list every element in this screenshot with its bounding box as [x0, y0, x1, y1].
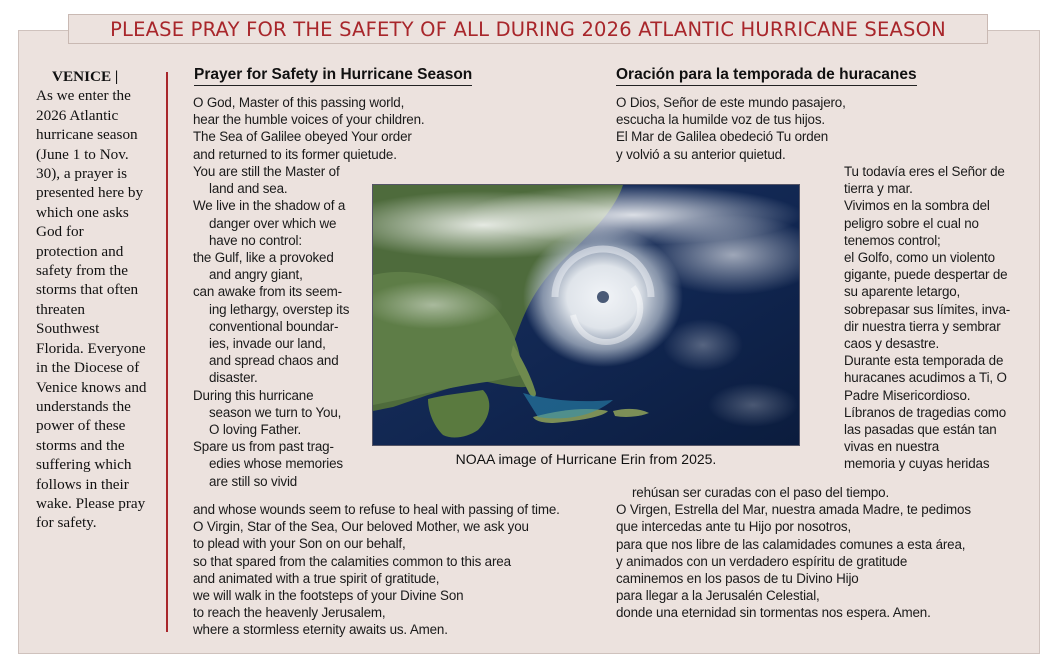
prayer-line: O Virgin, Star of the Sea, Our beloved Mother, we ask you — [193, 519, 529, 535]
prayer-line: y animados con un verdadero espíritu de gratitude — [616, 553, 908, 569]
headline-banner: PLEASE PRAY FOR THE SAFETY OF ALL DURING 2026 ATLANTIC HURRICANE SEASON — [68, 14, 988, 44]
prayer-line: huracanes acudimos a Ti, O — [844, 370, 1007, 386]
prayer-line: vivas en nuestra — [844, 439, 940, 455]
prayer-line: O God, Master of this passing world, — [193, 95, 405, 110]
prayer-line: Tu todavía eres el Señor de — [844, 164, 1005, 179]
english-prayer-middle — [193, 163, 349, 490]
prayer-line: and animated with a true spirit of gratitude, — [193, 570, 440, 586]
dateline: VENICE | — [52, 68, 119, 85]
prayer-line: danger over which we — [209, 215, 337, 231]
prayer-line: You are still the Master of — [193, 164, 340, 179]
prayer-line: O loving Father. — [209, 422, 302, 438]
prayer-line: During this hurricane — [193, 387, 314, 403]
prayer-line: hear the humble voices of your children. — [193, 112, 425, 128]
prayer-line: conventional boundar- — [209, 318, 339, 334]
english-prayer-top — [193, 94, 424, 163]
spanish-prayer-top — [616, 94, 846, 163]
english-prayer-title: Prayer for Safety in Hurricane Season — [194, 66, 472, 86]
prayer-line: and spread chaos and — [209, 353, 339, 369]
prayer-line: O Dios, Señor de este mundo pasajero, — [616, 95, 846, 110]
spanish-prayer-middle — [844, 163, 1010, 473]
prayer-line: su aparente letargo, — [844, 284, 961, 300]
prayer-line: and returned to its former quietude. — [193, 146, 397, 162]
prayer-line: to reach the heavenly Jerusalem, — [193, 605, 386, 621]
hurricane-satellite-image — [372, 184, 800, 446]
prayer-line: the Gulf, like a provoked — [193, 250, 334, 266]
prayer-line: las pasadas que están tan — [844, 422, 997, 438]
sidebar-intro — [36, 67, 148, 533]
prayer-line: season we turn to You, — [209, 404, 342, 420]
prayer-line: El Mar de Galilea obedeció Tu orden — [616, 129, 829, 145]
prayer-line: ies, invade our land, — [209, 336, 326, 352]
prayer-line: we will walk in the footsteps of your Divine Son — [193, 588, 464, 604]
prayer-line: caminemos en los pasos de tu Divino Hijo — [616, 571, 859, 587]
prayer-line: where a stormless eternity awaits us. Amen. — [193, 622, 448, 638]
prayer-line: The Sea of Galilee obeyed Your order — [193, 129, 412, 145]
prayer-line: are still so vivid — [209, 473, 298, 489]
prayer-line: have no control: — [209, 232, 302, 248]
prayer-line: Spare us from past trag- — [193, 439, 334, 455]
prayer-line: and angry giant, — [209, 267, 303, 283]
prayer-line: gigante, puede despertar de — [844, 267, 1008, 283]
prayer-line: memoria y cuyas heridas — [844, 456, 990, 472]
prayer-line: Padre Misericordioso. — [844, 387, 971, 403]
prayer-line: para que nos libre de las calamidades comunes a esta área, — [616, 536, 966, 552]
prayer-line: sobrepasar sus límites, inva- — [844, 301, 1011, 317]
prayer-line: and whose wounds seem to refuse to heal with passing of time. — [193, 502, 560, 517]
prayer-line: y volvió a su anterior quietud. — [616, 146, 786, 162]
prayer-line: to plead with your Son on our behalf, — [193, 536, 406, 552]
prayer-line: tierra y mar. — [844, 181, 913, 197]
image-caption: NOAA image of Hurricane Erin from 2025. — [455, 451, 717, 467]
prayer-line: Líbranos de tragedias como — [844, 404, 1007, 420]
prayer-line: can awake from its seem- — [193, 284, 342, 300]
prayer-line: escucha la humilde voz de tus hijos. — [616, 112, 825, 128]
prayer-line: O Virgen, Estrella del Mar, nuestra amada Madre, te pedimos — [616, 502, 971, 518]
prayer-line: que intercedas ante tu Hijo por nosotros, — [616, 519, 852, 535]
prayer-line: rehúsan ser curadas con el paso del tiempo. — [632, 485, 890, 500]
prayer-line: so that spared from the calamities common to this area — [193, 553, 511, 569]
prayer-line: dir nuestra tierra y sembrar — [844, 318, 1001, 334]
column-divider — [166, 72, 168, 632]
prayer-line: disaster. — [209, 370, 258, 386]
prayer-line: land and sea. — [209, 181, 288, 197]
prayer-line: edies whose memories — [209, 456, 343, 472]
prayer-line: caos y desastre. — [844, 336, 940, 352]
prayer-line: We live in the shadow of a — [193, 198, 346, 214]
spanish-prayer-title: Oración para la temporada de huracanes — [616, 66, 917, 86]
english-prayer-bottom — [193, 501, 560, 639]
prayer-line: Durante esta temporada de — [844, 353, 1004, 369]
spanish-prayer-bottom — [616, 484, 971, 622]
prayer-line: peligro sobre el cual no — [844, 215, 979, 231]
prayer-line: tenemos control; — [844, 232, 941, 248]
sidebar-text: As we enter the 2026 Atlantic hurricane season (June 1 to Nov. 30), a prayer is presented here by which one asks God for protection and safety from the storms that often threaten Southwest Florida. Everyone in the Diocese of Venice knows and understands the power of these storms and the suffering which follows in their wake. Please pray for safety. — [36, 87, 147, 532]
prayer-line: ing lethargy, overstep its — [209, 301, 350, 317]
prayer-line: para llegar a la Jerusalén Celestial, — [616, 588, 820, 604]
prayer-line: el Golfo, como un violento — [844, 250, 995, 266]
prayer-line: Vivimos en la sombra del — [844, 198, 990, 214]
prayer-line: donde una eternidad sin tormentas nos espera. Amen. — [616, 605, 931, 621]
